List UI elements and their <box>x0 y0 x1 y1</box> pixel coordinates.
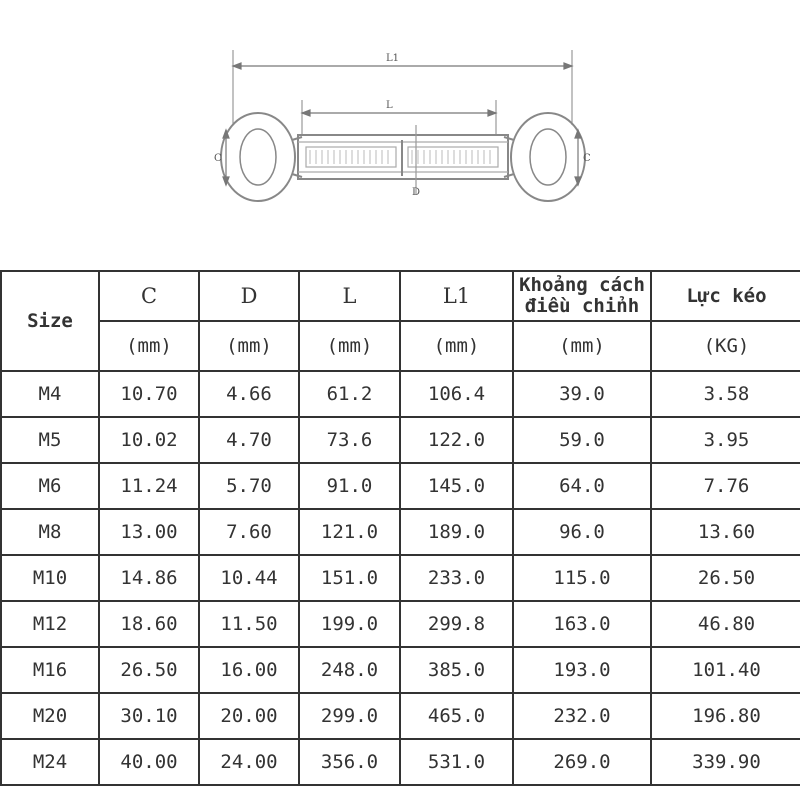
l-cell: 61.2 <box>299 371 400 417</box>
l1-cell: 465.0 <box>400 693 513 739</box>
adjust-distance-cell: 193.0 <box>513 647 651 693</box>
adjust-distance-cell: 115.0 <box>513 555 651 601</box>
d-cell: 4.66 <box>199 371 299 417</box>
table-row <box>1 647 800 693</box>
l1-cell: 385.0 <box>400 647 513 693</box>
dim-l1-label: L1 <box>386 53 400 64</box>
l-cell: 91.0 <box>299 463 400 509</box>
size-cell: M16 <box>1 647 99 693</box>
size-cell: M5 <box>1 417 99 463</box>
size-cell: M20 <box>1 693 99 739</box>
size-cell: M10 <box>1 555 99 601</box>
table-row <box>1 739 800 785</box>
col-c-header: C <box>99 271 199 321</box>
col-adjust-distance-unit: (mm) <box>513 321 651 371</box>
d-cell: 7.60 <box>199 509 299 555</box>
d-cell: 4.70 <box>199 417 299 463</box>
d-cell: 24.00 <box>199 739 299 785</box>
spec-table <box>0 270 800 786</box>
col-pull-force-header: Lực kéo <box>651 271 800 321</box>
c-cell: 40.00 <box>99 739 199 785</box>
l-cell: 199.0 <box>299 601 400 647</box>
pull-force-cell: 7.76 <box>651 463 800 509</box>
pull-force-cell: 339.90 <box>651 739 800 785</box>
pull-force-cell: 46.80 <box>651 601 800 647</box>
l-cell: 121.0 <box>299 509 400 555</box>
d-cell: 16.00 <box>199 647 299 693</box>
c-cell: 30.10 <box>99 693 199 739</box>
c-cell: 10.70 <box>99 371 199 417</box>
c-cell: 26.50 <box>99 647 199 693</box>
l1-cell: 145.0 <box>400 463 513 509</box>
c-cell: 10.02 <box>99 417 199 463</box>
adjust-distance-cell: 269.0 <box>513 739 651 785</box>
adjust-distance-cell: 96.0 <box>513 509 651 555</box>
d-cell: 5.70 <box>199 463 299 509</box>
adjust-distance-cell: 39.0 <box>513 371 651 417</box>
col-pull-force-unit: (KG) <box>651 321 800 371</box>
pull-force-cell: 196.80 <box>651 693 800 739</box>
col-c-unit: (mm) <box>99 321 199 371</box>
size-cell: M6 <box>1 463 99 509</box>
l1-cell: 299.8 <box>400 601 513 647</box>
pull-force-cell: 13.60 <box>651 509 800 555</box>
c-cell: 14.86 <box>99 555 199 601</box>
pull-force-cell: 26.50 <box>651 555 800 601</box>
adjust-distance-cell: 163.0 <box>513 601 651 647</box>
header-unit-row <box>1 321 800 371</box>
table-row <box>1 555 800 601</box>
size-cell: M24 <box>1 739 99 785</box>
l-cell: 299.0 <box>299 693 400 739</box>
col-l-unit: (mm) <box>299 321 400 371</box>
pull-force-cell: 101.40 <box>651 647 800 693</box>
table-row <box>1 371 800 417</box>
turnbuckle-drawing <box>0 0 800 270</box>
l1-cell: 531.0 <box>400 739 513 785</box>
dim-c-left-label: C <box>214 153 222 164</box>
l-cell: 356.0 <box>299 739 400 785</box>
l-cell: 151.0 <box>299 555 400 601</box>
header-symbol-row <box>1 271 800 321</box>
l1-cell: 106.4 <box>400 371 513 417</box>
c-cell: 13.00 <box>99 509 199 555</box>
turnbuckle-diagram <box>0 0 800 270</box>
l1-cell: 233.0 <box>400 555 513 601</box>
pull-force-cell: 3.58 <box>651 371 800 417</box>
col-l1-header: L1 <box>400 271 513 321</box>
size-cell: M12 <box>1 601 99 647</box>
pull-force-cell: 3.95 <box>651 417 800 463</box>
table-row <box>1 417 800 463</box>
d-cell: 11.50 <box>199 601 299 647</box>
size-cell: M4 <box>1 371 99 417</box>
d-cell: 10.44 <box>199 555 299 601</box>
col-l-header: L <box>299 271 400 321</box>
l-cell: 73.6 <box>299 417 400 463</box>
col-d-unit: (mm) <box>199 321 299 371</box>
dim-l-label: L <box>386 100 393 111</box>
adjust-distance-cell: 59.0 <box>513 417 651 463</box>
col-l1-unit: (mm) <box>400 321 513 371</box>
l1-cell: 122.0 <box>400 417 513 463</box>
dim-c-right-label: C <box>583 153 591 164</box>
col-d-header: D <box>199 271 299 321</box>
table-row <box>1 463 800 509</box>
col-adjust-distance-header: Khoảng cách điều chỉnh <box>513 271 651 321</box>
table-row <box>1 693 800 739</box>
table-row <box>1 509 800 555</box>
size-header: Size <box>1 271 99 371</box>
d-cell: 20.00 <box>199 693 299 739</box>
adjust-distance-cell: 64.0 <box>513 463 651 509</box>
dim-d-label: D <box>412 187 421 198</box>
table-row <box>1 601 800 647</box>
c-cell: 11.24 <box>99 463 199 509</box>
adjust-distance-cell: 232.0 <box>513 693 651 739</box>
c-cell: 18.60 <box>99 601 199 647</box>
size-cell: M8 <box>1 509 99 555</box>
l-cell: 248.0 <box>299 647 400 693</box>
l1-cell: 189.0 <box>400 509 513 555</box>
